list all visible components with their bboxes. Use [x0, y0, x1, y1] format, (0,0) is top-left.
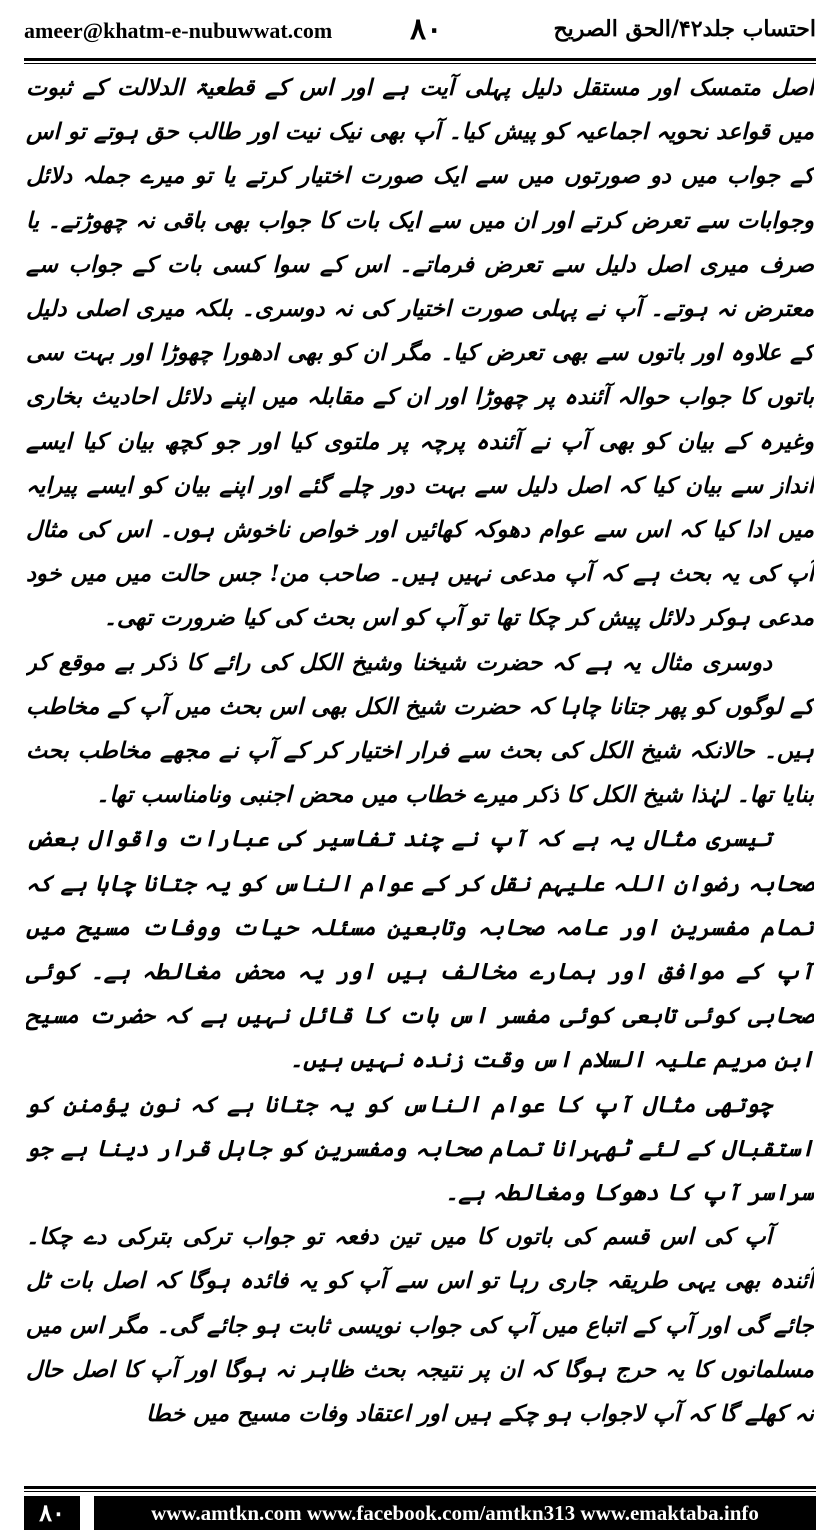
- header-page-number: ۸۰: [410, 12, 443, 47]
- page-footer: [24, 1486, 816, 1532]
- page-body: [26, 66, 814, 1466]
- paragraph-5: آپ کی اس قسم کی باتوں کا میں تین دفعہ تو جواب ترکی بترکی دے چکا۔ آئندہ بھی یہی طریقہ جاری رہا تو اس سے آپ کو یہ فائدہ ہوگا کہ اصل بات ٹل جائے گی اور آپ کے اتباع میں آپ کی جواب نویسی ثابت ہو جائے گی۔ مگر اس میں مسلمانوں کا یہ حرج ہوگا کہ ان پر نتیجہ بحث ظاہر نہ ہوگا اور آپ کا اصل حال نہ کھلے گا کہ آپ لاجواب ہو چکے ہیں اور اعتقاد وفات مسیح میں خطا: [26, 1224, 814, 1428]
- header-email: ameer@khatm-e-nubuwwat.com: [24, 18, 333, 43]
- footer-page-number: ۸۰: [24, 1496, 80, 1530]
- footer-urls: www.amtkn.com www.facebook.com/amtkn313 www.emaktaba.info: [94, 1496, 816, 1530]
- footer-divider: [24, 1486, 816, 1492]
- paragraph-4: چوتھی مثال آپ کا عوام الناس کو یہ جتانا ہے کہ نون یؤمنن کو استقبال کے لئے ٹھہرانا تمام صحابہ ومفسرین کو جاہل قرار دینا ہے جو سراسر آپ کا دھوکا ومغالطہ ہے۔: [26, 1091, 814, 1207]
- header-divider: [24, 58, 816, 64]
- paragraph-2: دوسری مثال یہ ہے کہ حضرت شیخنا وشیخ الکل کی رائے کا ذکر بے موقع کر کے لوگوں کو پھر جتانا چاہا کہ حضرت شیخ الکل بھی اس بحث میں آپ کے مخاطب ہیں۔ حالانکہ شیخ الکل کی بحث سے فرار اختیار کر کے آپ نے مجھے مخاطب بحث بنایا تھا۔ لہٰذا شیخ الکل کا ذکر میرے خطاب میں محض اجنبی ونامناسب تھا۔: [26, 649, 814, 809]
- header-book-title: احتساب جلد۴۲/الحق الصریح: [553, 16, 816, 42]
- paragraph-1: اصل متمسک اور مستقل دلیل پہلی آیت ہے اور اس کے قطعیۃ الدلالت کے ثبوت میں قواعد نحویہ اجماعیہ کو پیش کیا۔ آپ بھی نیک نیت اور طالب حق ہوتے تو اس کے جواب میں دو صورتوں میں سے ایک صورت اختیار کرتے یا تو میرے جملہ دلائل وجوابات سے تعرض کرتے اور ان میں سے ایک بات کا جواب بھی باقی نہ چھوڑتے۔ یا صرف میری اصل دلیل سے تعرض فرماتے۔ اس کے سوا کسی بات کے جواب سے معترض نہ ہوتے۔ آپ نے پہلی صورت اختیار کی نہ دوسری۔ بلکہ میری اصلی دلیل کے علاوہ اور باتوں سے بھی تعرض کیا۔ مگر ان کو بھی ادھورا چھوڑا اور بہت سی باتوں کا جواب حوالہ آئندہ پر چھوڑا اور ان کے مقابلہ میں اپنے دلائل احادیث بخاری وغیرہ کے بیان کو بھی آپ نے آئندہ پرچہ پر ملتوی کیا اور جو کچھ بیان کیا ایسے انداز سے بیان کیا کہ اصل دلیل سے بہت دور چلے گئے اور اپنے بیان کو ایسے پیرایہ میں ادا کیا کہ اس سے عوام دھوکہ کھائیں اور خواص ناخوش ہوں۔ اس کی مثال آپ کی یہ بحث ہے کہ آپ مدعی نہیں ہیں۔ صاحب من! جس حالت میں میں خود مدعی ہوکر دلائل پیش کر چکا تھا تو آپ کو اس بحث کی کیا ضرورت تھی۔: [26, 75, 814, 632]
- page-header: [24, 14, 816, 54]
- paragraph-3: تیسری مثال یہ ہے کہ آپ نے چند تفاسیر کی عبارات واقوال بعض صحابہ رضوان اللہ علیہم نقل کر کے عوام الناس کو یہ جتانا چاہا ہے کہ تمام مفسرین اور عامہ صحابہ وتابعین مسئلہ حیات ووفات مسیح میں آپ کے موافق اور ہمارے مخالف ہیں اور یہ محض مغالطہ ہے۔ کوئی صحابی کوئی تابعی کوئی مفسر اس بات کا قائل نہیں ہے کہ حضرت مسیح ابن مریم علیہ السلام اس وقت زندہ نہیں ہیں۔: [26, 826, 814, 1074]
